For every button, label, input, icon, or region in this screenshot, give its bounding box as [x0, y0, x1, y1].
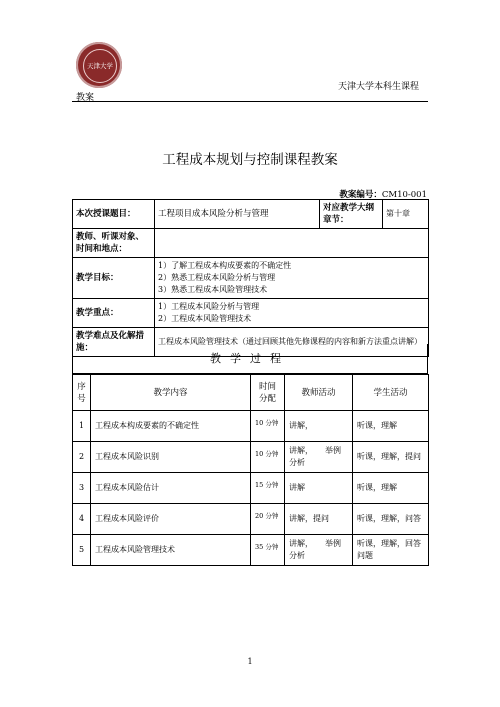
- row-number: 4: [73, 504, 91, 535]
- row-time: 10 分钟: [251, 442, 285, 473]
- table-row: [73, 504, 429, 535]
- row-teacher-activity: 讲解: [285, 473, 353, 504]
- row-content: 工程成本风险管理技术: [91, 535, 251, 566]
- row-number: 1: [73, 411, 91, 442]
- table-row: [73, 535, 429, 566]
- row-teacher-activity: 讲解，: [285, 411, 353, 442]
- header-right-label: 天津大学本科生课程: [337, 82, 419, 92]
- table-row: [73, 411, 429, 442]
- goal-item: 1）了解工程成本构成要素的不确定性: [158, 261, 292, 270]
- row-content: 工程成本构成要素的不确定性: [91, 411, 251, 442]
- difficulty-label: 教学难点及化解措施：: [73, 328, 155, 357]
- row-student-activity: 听课，理解，问答: [353, 504, 429, 535]
- page-number: 1: [247, 657, 253, 666]
- doc-number-value: CM10-001: [381, 190, 427, 200]
- row-time: 35 分钟: [251, 535, 285, 566]
- key-point-item: 2）工程成本风险管理技术: [158, 314, 252, 323]
- header-time: 时间分配: [251, 375, 285, 411]
- table-row: [73, 473, 429, 504]
- teaching-process-table: [72, 374, 429, 566]
- row-teacher-activity: 讲解， 举例分析: [285, 535, 353, 566]
- key-points-label: 教学重点：: [73, 299, 155, 328]
- topic-label: 本次授课题目：: [73, 200, 155, 229]
- teacher-label: 教师、听课对象、时间和地点：: [73, 229, 155, 258]
- table-row: [73, 442, 429, 473]
- university-seal-logo: [76, 42, 122, 88]
- key-point-item: 1）工程成本风险分析与管理: [158, 302, 260, 311]
- goals-label: 教学目标：: [73, 258, 155, 299]
- row-time: 15 分钟: [251, 473, 285, 504]
- header-content: 教学内容: [91, 375, 251, 411]
- topic-value: 工程项目成本风险分析与管理: [155, 200, 320, 229]
- row-content: 工程成本风险估计: [91, 473, 251, 504]
- goals-list: [155, 258, 429, 299]
- goal-item: 2）熟悉工程成本风险分析与管理: [158, 273, 276, 282]
- row-student-activity: 听课，理解: [353, 411, 429, 442]
- row-content: 工程成本风险识别: [91, 442, 251, 473]
- teacher-value: [155, 229, 429, 258]
- row-student-activity: 听课，理解: [353, 473, 429, 504]
- row-number: 5: [73, 535, 91, 566]
- process-header-row: [73, 375, 429, 411]
- chapter-label: 对应教学大纲章节：: [320, 200, 383, 229]
- row-time: 10 分钟: [251, 411, 285, 442]
- header-rule: [72, 101, 428, 102]
- row-number: 3: [73, 473, 91, 504]
- header-student: 学生活动: [353, 375, 429, 411]
- process-section-title: 教学过程: [72, 344, 428, 374]
- course-info-table: [72, 199, 429, 357]
- row-number: 2: [73, 442, 91, 473]
- header-no: 序号: [73, 375, 91, 411]
- row-student-activity: 听课，理解，提问: [353, 442, 429, 473]
- row-content: 工程成本风险评价: [91, 504, 251, 535]
- document-title: 工程成本规划与控制课程教案: [162, 152, 338, 168]
- seal-text: 天津大学: [83, 49, 117, 83]
- chapter-value: 第十章: [383, 200, 429, 229]
- header-teacher: 教师活动: [285, 375, 353, 411]
- doc-number-label: 教案编号：: [339, 190, 382, 200]
- row-time: 20 分钟: [251, 504, 285, 535]
- goal-item: 3）熟悉工程成本风险管理技术: [158, 285, 268, 294]
- row-teacher-activity: 讲解， 举例分析: [285, 442, 353, 473]
- key-points-list: [155, 299, 429, 328]
- row-teacher-activity: 讲解，提问: [285, 504, 353, 535]
- row-student-activity: 听课，理解，回答问题: [353, 535, 429, 566]
- header-left-label: 教案: [76, 93, 95, 103]
- difficulty-value: 工程成本风险管理技术（通过回顾其他先修课程的内容和新方法重点讲解）: [155, 328, 429, 357]
